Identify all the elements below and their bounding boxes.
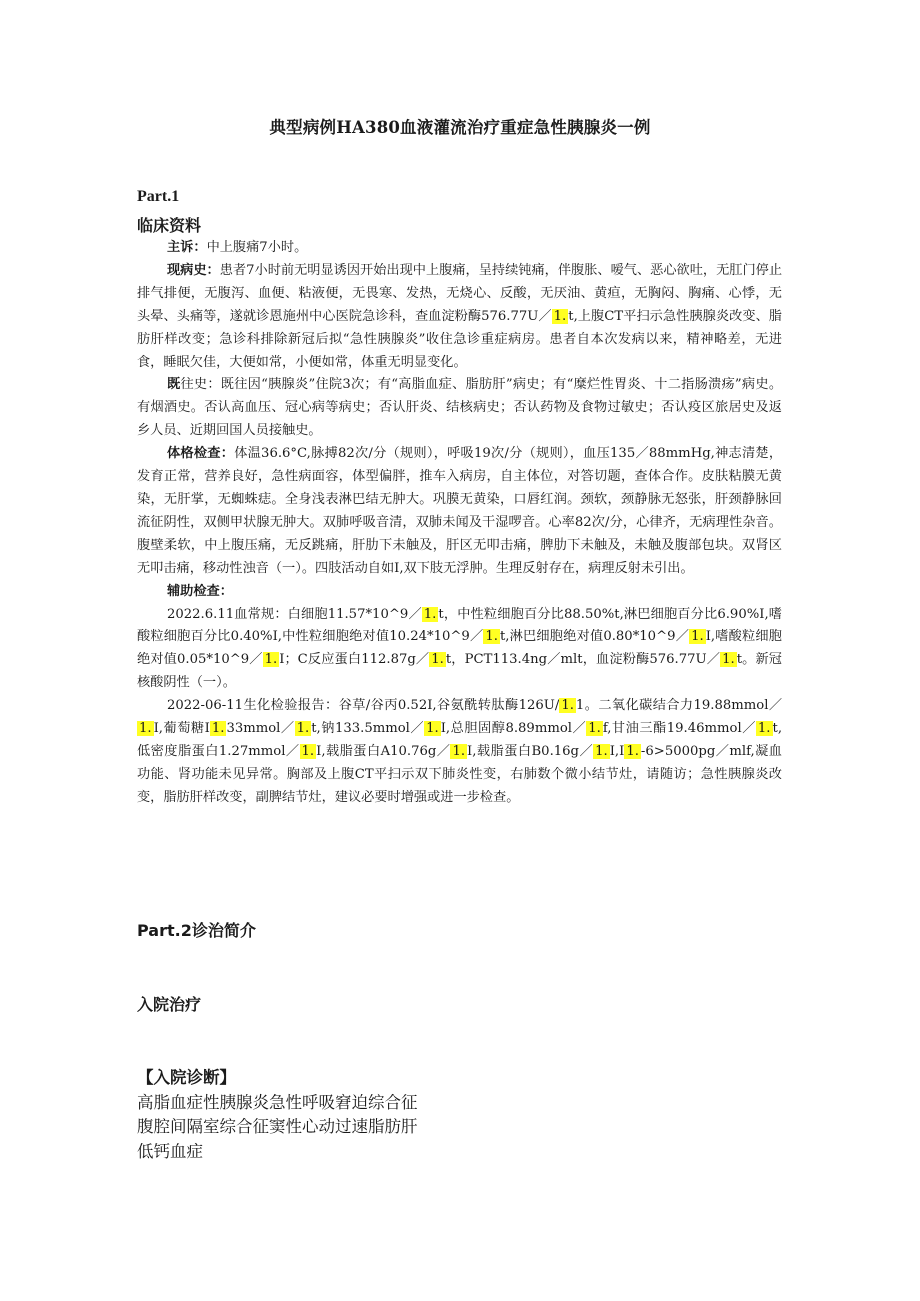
chief-text: 中上腹痛7小时。: [206, 240, 308, 255]
aux-seg: t，中性粒细胞百分比88.50%t,淋巴细胞百分比6.90%I,嗜酸粒细胞百分比0.40%I,中性粒细胞绝对值10.24*10^9／: [137, 606, 782, 645]
highlight-mark: 1.: [757, 721, 771, 737]
present-history: [137, 260, 782, 375]
admission-treatment-title: 入院治疗: [137, 995, 202, 1014]
aux-seg: I,载脂蛋白A10.76g／: [316, 743, 451, 759]
highlight-mark: 1.: [423, 606, 437, 622]
aux-seg: t，PCT113.4ng／mlt，血淀粉酶576.77U／: [445, 652, 721, 668]
highlight-mark: 1.: [561, 698, 574, 714]
highlight-mark: 1.: [296, 721, 310, 737]
exam-label: 体格检查：: [167, 446, 235, 462]
highlight-mark: 1.: [301, 743, 315, 759]
aux-exam-heading: [137, 581, 782, 604]
highlight-mark: 1.: [595, 743, 608, 759]
section-title-clinical: 临床资料: [137, 216, 202, 235]
chief-label: 主诉：: [167, 240, 207, 255]
diagnosis-line: 腹腔间隔室综合征窦性心动过速脂肪肝: [137, 1117, 418, 1136]
page-title: 典型病例HA380血液灌流治疗重症急性胰腺炎一例: [269, 118, 651, 137]
highlight-mark: 1.: [626, 743, 639, 759]
aux-seg: I,葡萄糖I: [153, 721, 210, 737]
aux-biochem: [137, 695, 782, 810]
diagnosis-line: 高脂血症性胰腺炎急性呼吸窘迫综合征: [137, 1092, 418, 1112]
aux-seg: t。新冠核酸阴性（一）。: [137, 652, 782, 691]
admission-diagnosis: [137, 1066, 418, 1164]
exam-text: 体温36.6°C,脉搏82次/分（规则），呼吸19次/分（规则），血压135／88mmHg,神志清楚，发育正常，营养良好，急性病面容，体型偏胖，推车入病房，自主体位，对答切题，查体合作。皮肤粘膜无黄染，无肝掌，无蜘蛛痣。全身浅表淋巴结无肿大。巩膜无黄染，口唇红润。颈软，颈静脉无怒张，肝颈静脉回流征阴性，双侧甲状腺无肿大。双肺呼吸音清，双肺未闻及干湿啰音。心率82次/分，心律齐，无病理性杂音。腹壁柔软，中上腹压痛，无反跳痛，肝肋下未触及，肝区无叩击痛，脾肋下未触及，未触及腹部包块。双肾区无叩击痛，移动性浊音（一）。四肢活动自如I,双下肢无浮肿。生理反射存在，病理反射未引出。: [137, 446, 783, 576]
highlight-mark: 1.: [431, 652, 444, 668]
aux-label: 辅助检查：: [167, 583, 233, 599]
aux-seg: t,钠133.5mmol／: [311, 721, 425, 737]
aux-seg: I,总胆固醇8.89mmol／: [440, 721, 587, 737]
aux-seg: 33mmol／: [226, 721, 295, 737]
aux-seg: I,嗜酸粒细胞绝对值0.05*10^9／: [137, 629, 782, 668]
clinical-body: [137, 237, 782, 810]
highlight-mark: 1.: [722, 652, 735, 668]
highlight-mark: 1.: [553, 308, 567, 324]
highlight-mark: 1.: [211, 721, 225, 737]
chief-complaint: [137, 237, 782, 260]
present-text-1: 患者7小时前无明显诱因开始出现中上腹痛，呈持续钝痛，伴腹胀、嗳气、恶心欲吐，无肛门停止排气排便，无腹泻、血便、粘液便，无畏寒、发热，无烧心、反酸，无厌油、黄疸，无胸闷、胸痛、心悸，无头晕、头痛等，遂就诊恩施州中心医院急诊科，查血淀粉酶576.77U／: [137, 262, 783, 324]
aux-seg: t,低密度脂蛋白1.27mmol／: [137, 721, 783, 759]
present-text-2: t,上腹CT平扫示急性胰腺炎改变、脂肪肝样改变；急诊科排除新冠后拟“急性胰腺炎”收住急诊重症病房。患者自本次发病以来，精神略差，无进食，睡眠欠佳，大便如常，小便如常，体重无明显变化。: [137, 308, 782, 370]
aux-seg: 2022-06-11生化检验报告：谷草/谷丙0.52I,谷氨酰转肽酶126U/: [167, 698, 560, 714]
past-label: 既: [167, 377, 181, 393]
past-history: [137, 374, 782, 443]
aux-seg: 2022.6.11血常规：白细胞11.57*10^9／: [167, 606, 422, 622]
aux-seg: f,甘油三酯19.46mmol／: [602, 721, 756, 737]
past-text: 往史：既往因“胰腺炎”住院3次；有“高脂血症、脂肪肝”病史；有“糜烂性胃炎、十二指肠溃疡”病史。有烟酒史。否认高血压、冠心病等病史；否认肝炎、结核病史；否认药物及食物过敏史；否认疫区旅居史及返乡人员、近期回国人员接触史。: [137, 377, 783, 439]
highlight-mark: 1.: [588, 721, 601, 737]
aux-blood-routine: [137, 604, 782, 696]
aux-seg: I,载脂蛋白B0.16g／: [467, 743, 594, 759]
physical-exam: [137, 443, 782, 580]
part1-label: Part.1: [137, 188, 180, 205]
aux-seg: 1。二氧化碳结合力19.88mmol／: [575, 698, 783, 714]
highlight-mark: 1.: [452, 743, 466, 759]
highlight-mark: 1.: [691, 629, 704, 645]
highlight-mark: 1.: [139, 721, 152, 737]
aux-seg: t,淋巴细胞绝对值0.80*10^9／: [499, 629, 690, 645]
aux-seg: I,I: [609, 743, 625, 759]
highlight-mark: 1.: [264, 652, 278, 668]
aux-seg: I；C反应蛋白112.87g／: [279, 652, 430, 668]
highlight-mark: 1.: [485, 629, 498, 645]
highlight-mark: 1.: [426, 721, 439, 737]
diagnosis-line: 低钙血症: [137, 1141, 203, 1161]
aux-seg: -6>5000pg／mlf,凝血功能、肾功能未见异常。胸部及上腹CT平扫示双下肺炎性变，右肺数个微小结节灶，请随访；急性胰腺炎改变，脂肪肝样改变，副脾结节灶，建议必要时增强或进一步检查。: [137, 743, 782, 805]
diagnosis-label: 【入院诊断】: [137, 1068, 236, 1087]
present-label: 现病史：: [167, 262, 220, 278]
part2-heading: Part.2诊治简介: [137, 921, 256, 940]
